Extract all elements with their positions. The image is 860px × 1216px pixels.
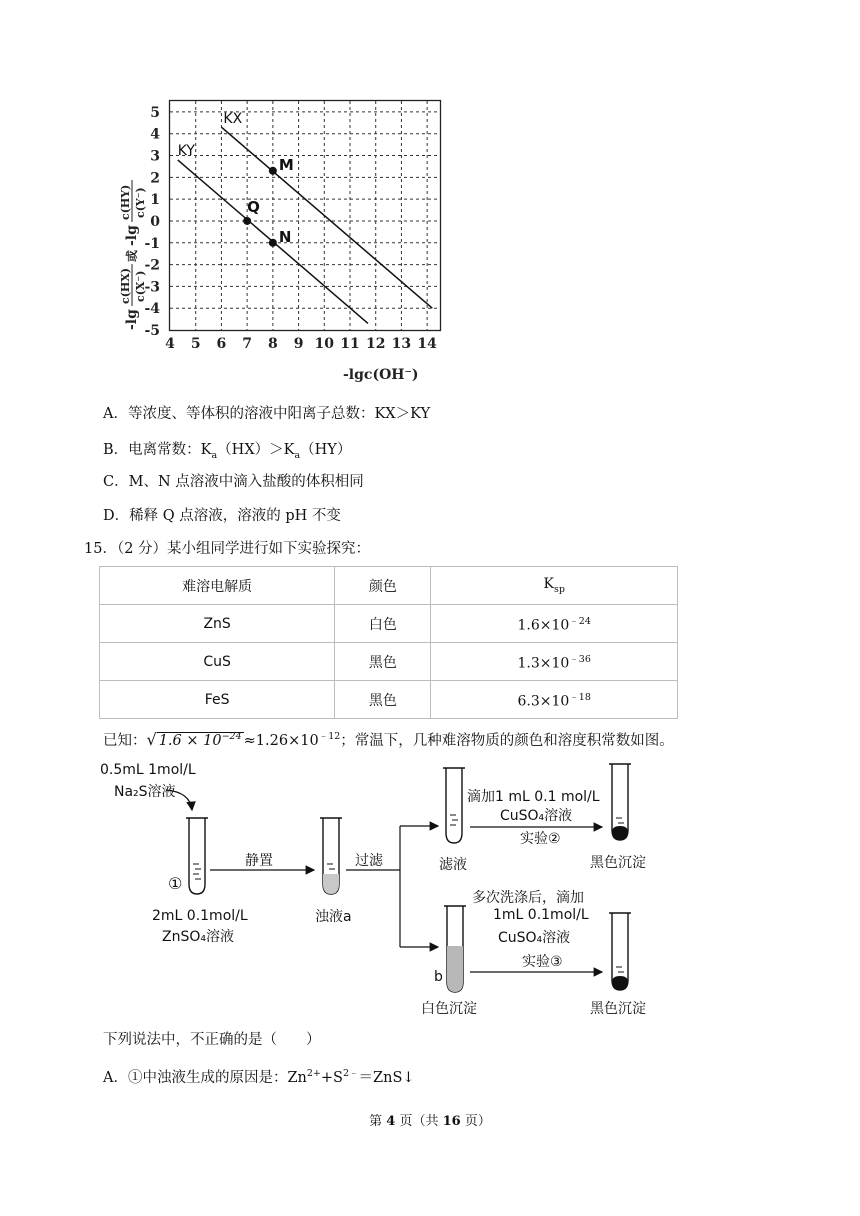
cell-color: 黑色 [335, 681, 431, 719]
tube3-label: 滤液 [439, 857, 467, 873]
x-tick-label: 10 [314, 336, 335, 352]
cell-ksp: $1.3\times 10^{﹣36}$ [431, 643, 678, 681]
sqrt-symbol: √ [146, 729, 157, 749]
point-label-n: N [278, 227, 292, 246]
y-tick-label: 0 [150, 213, 160, 230]
x-tick-label: 7 [242, 336, 253, 352]
q14-option-b-pre: B．电离常数：K [103, 442, 212, 458]
ylabel-or: 或 [125, 249, 139, 262]
series-label-kx: KX [223, 111, 243, 128]
ylabel-frac1-den: c(X⁻) [134, 270, 147, 302]
chart-grid [170, 101, 440, 330]
reagent1-line2: Na₂S溶液 [114, 784, 176, 800]
test-tube-5 [444, 906, 466, 992]
chart-points [243, 156, 294, 247]
x-tick-label: 14 [417, 336, 437, 352]
cell-color: 白色 [335, 605, 431, 643]
ylabel-frac1-num: c(HX) [119, 267, 132, 304]
q15-option-a[interactable]: A．①中浊液生成的原因是：$Zn^{2+}+S^{2﹣}=ZnS↓$ [103, 1068, 415, 1086]
cell-ksp: $6.3\times 10^{﹣18}$ [431, 681, 678, 719]
q14-option-c[interactable]: C．M、N 点溶液中滴入盐酸的体积相同 [103, 474, 364, 490]
table-header-row [100, 567, 678, 605]
ylabel-lg1: -lg [124, 309, 140, 330]
ksp-table [99, 566, 678, 719]
q14-option-b-mid: （HX）＞K [217, 442, 295, 458]
q14-option-d[interactable]: D．稀释 Q 点溶液，溶液的 pH 不变 [103, 508, 341, 524]
step3-line2: CuSO₄溶液 [500, 808, 573, 824]
ylabel-frac2-den: c(Y⁻) [134, 187, 147, 218]
x-axis-label: -lgc(OH⁻) [343, 367, 419, 383]
step4-line1: 多次洗涤后，滴加 [472, 890, 584, 906]
point-m [269, 167, 277, 175]
q15-stem: 15．（2 分）某小组同学进行如下实验探究： [84, 541, 371, 557]
cell-name: CuS [100, 643, 335, 681]
y-tick-label: -2 [144, 257, 160, 274]
x-tick-label: 4 [165, 336, 175, 352]
plot-frame [170, 101, 441, 331]
q14-option-b-post: （HY） [300, 442, 352, 458]
x-tick-label: 9 [293, 336, 304, 352]
q14-option-b-sub2: a [294, 449, 301, 461]
tube5-label: 白色沉淀 [421, 1001, 477, 1017]
chart [100, 92, 460, 392]
ylabel-frac2-num: c(HY) [119, 184, 132, 220]
test-tube-2 [320, 818, 342, 894]
ylabel-lg2: -lg [124, 225, 140, 246]
x-tick-label: 5 [190, 336, 201, 352]
step4-line2: 1mL 0.1mol/L [493, 907, 589, 923]
series-line-kx [221, 127, 432, 308]
y-tick-label: -1 [144, 235, 160, 252]
tube5-mark: b [434, 969, 443, 985]
point-label-q: Q [247, 197, 260, 216]
tube1-mark: ① [168, 874, 183, 893]
point-q [243, 217, 251, 225]
x-tick-label: 6 [216, 336, 227, 352]
known-line: 已知：√ $1.6 \times 10^{-24} \approx 1.26\times 10^{﹣12}$；常温下，几种难溶物质的颜色和溶度积常数如图。 [103, 729, 674, 749]
th-electrolyte: 难溶电解质 [100, 567, 335, 605]
test-tube-1 [186, 818, 208, 894]
th-color: 颜色 [335, 567, 431, 605]
tube1-line2: ZnSO₄溶液 [162, 929, 234, 945]
point-label-m: M [278, 155, 294, 174]
chart-svg [100, 92, 460, 392]
q14-option-b-sub1: a [211, 449, 218, 461]
test-tube-6 [609, 913, 631, 990]
x-tick-label: 11 [340, 336, 360, 352]
step4-line3: CuSO₄溶液 [498, 930, 571, 946]
y-axis-label [119, 180, 147, 330]
y-tick-label: 4 [150, 126, 160, 143]
point-n [269, 239, 277, 247]
y-tick-label: -3 [144, 279, 160, 296]
y-tick-label: 1 [150, 192, 160, 209]
cell-ksp: $1.6\times 10^{﹣24}$ [431, 605, 678, 643]
y-tick-label: 5 [150, 104, 160, 121]
tube4-label: 黑色沉淀 [590, 855, 646, 871]
q14-option-a[interactable]: A．等浓度、等体积的溶液中阳离子总数：KX＞KY [103, 406, 431, 422]
chart-series [178, 111, 433, 323]
table-row [100, 605, 678, 643]
page-number: 4 [386, 1114, 396, 1129]
x-tick-label: 8 [267, 336, 278, 352]
y-tick-label: 2 [150, 170, 160, 187]
tube6-label: 黑色沉淀 [590, 1001, 646, 1017]
cell-color: 黑色 [335, 643, 431, 681]
y-tick-label: 3 [150, 148, 160, 165]
step-filter: 过滤 [355, 853, 383, 869]
test-tube-3 [443, 768, 465, 843]
q14-option-b[interactable] [103, 440, 351, 466]
cell-name: FeS [100, 681, 335, 719]
flow-diagram [100, 760, 680, 1020]
x-tick-label: 13 [391, 336, 412, 352]
step3-line3: 实验② [520, 831, 561, 847]
tube1-line1: 2mL 0.1mol/L [152, 908, 248, 924]
step-settle: 静置 [245, 853, 273, 869]
tube2-label: 浊液a [315, 909, 352, 925]
x-tick-label: 12 [365, 336, 386, 352]
reagent1-line1: 0.5mL 1mol/L [100, 762, 196, 778]
step3-line1: 滴加1 mL 0.1 mol/L [467, 789, 600, 805]
test-tube-4 [609, 764, 631, 840]
th-ksp: $K_{sp}$ [431, 567, 678, 605]
series-label-ky: KY [177, 142, 195, 159]
sqrt-radicand: $1.6 \times 10^{-24}$ [158, 731, 242, 749]
y-tick-label: -4 [144, 301, 160, 318]
cell-name: ZnS [100, 605, 335, 643]
page-total: 16 [442, 1114, 461, 1129]
step4-line4: 实验③ [522, 954, 563, 970]
y-tick-label: -5 [144, 323, 160, 339]
table-row [100, 681, 678, 719]
q15-question: 下列说法中，不正确的是（ ） [103, 1032, 321, 1048]
page-footer: 第 4 页（共 16 页） [369, 1114, 491, 1129]
table-row [100, 643, 678, 681]
